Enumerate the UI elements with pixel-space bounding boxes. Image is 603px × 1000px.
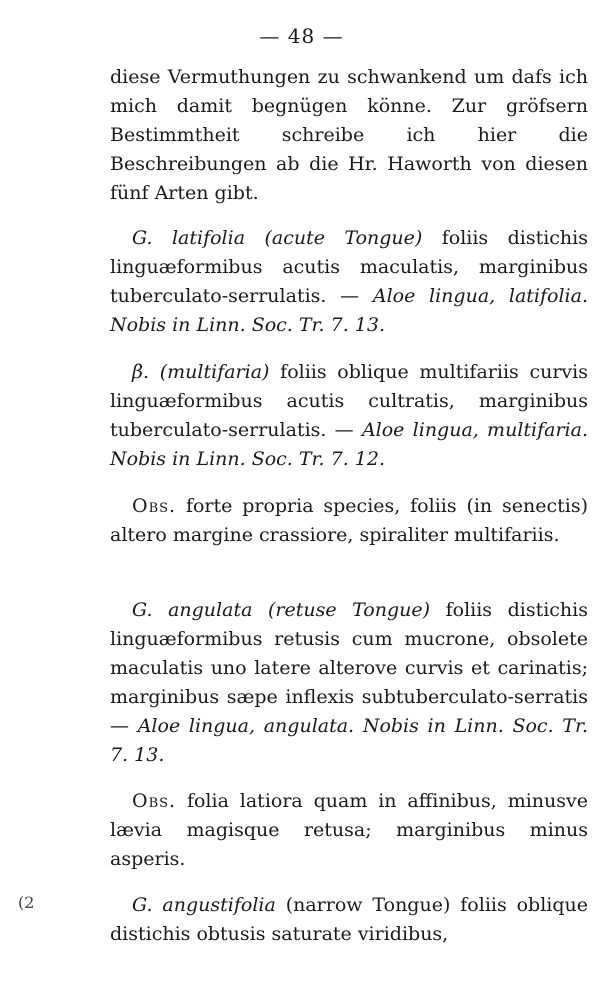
obs-text: forte propria species, foliis (in senectis) altero margine crassiore, spiraliter multifariis.	[110, 495, 589, 546]
entry-paragraph	[110, 891, 588, 949]
common-name: (narrow Tongue)	[285, 894, 451, 916]
species-name: G. angulata	[132, 599, 253, 621]
obs-paragraph	[110, 492, 588, 550]
obs-paragraph	[110, 787, 588, 874]
species-description: foliis distichis linguæformibus retusis cum mucrone, obsolete maculatis uno latere alterove curvis et carinatis; marginibus sæpe inflexis subtuberculato-serratis —	[110, 599, 588, 737]
intro-paragraph	[110, 63, 588, 208]
obs-text: folia latiora quam in affinibus, minusve lævia magisque retusa; marginibus minus asperis.	[110, 790, 588, 870]
synonym-reference: Aloe lingua, angulata.	[137, 715, 355, 737]
common-name: (retuse Tongue)	[267, 599, 431, 621]
page-number: — 48 —	[259, 24, 344, 48]
observation-note-2	[110, 787, 588, 874]
intro-text: diese Vermuthungen zu schwankend um dafs ich mich damit begnügen könne. Zur gröfsern Bestimmtheit schreibe ich hier die Beschreibungen ab die Hr. Haworth von diesen fünf Arten gibt.	[110, 66, 588, 204]
common-name: (multifaria)	[159, 361, 270, 383]
entry-paragraph	[110, 358, 588, 474]
citation: Nobis in Linn. Soc. Tr. 7. 13.	[110, 314, 385, 336]
species-description: foliis oblique distichis obtusis saturate viridibus,	[110, 894, 588, 945]
entry-paragraph	[110, 596, 588, 770]
species-description: foliis distichis linguæformibus acutis maculatis, marginibus tuberculato-serrulatis. —	[110, 227, 588, 307]
species-description: foliis oblique multifariis curvis linguæformibus acutis cultratis, marginibus tuberculato-serrulatis. —	[110, 361, 588, 441]
margin-mark: (2	[18, 893, 35, 912]
species-entry-latifolia	[110, 224, 588, 340]
obs-label: Obs.	[132, 790, 177, 812]
variety-marker: β.	[132, 361, 150, 383]
species-entry-angulata	[110, 596, 588, 770]
entry-paragraph	[110, 224, 588, 340]
species-entry-angustifolia	[110, 891, 588, 949]
variety-entry-multifaria	[110, 358, 588, 474]
synonym-reference: Aloe lingua, latifolia.	[372, 285, 588, 307]
common-name: (acute Tongue)	[264, 227, 423, 249]
citation: Nobis in Linn. Soc. Tr. 7. 12.	[110, 448, 385, 470]
species-name: G. angustifolia	[132, 894, 276, 916]
species-name: G. latifolia	[132, 227, 246, 249]
synonym-reference: Aloe lingua, multifaria.	[361, 419, 588, 441]
obs-label: Obs.	[132, 495, 177, 517]
observation-note-1	[110, 492, 588, 550]
citation: Nobis in Linn. Soc. Tr. 7. 13.	[110, 715, 589, 766]
